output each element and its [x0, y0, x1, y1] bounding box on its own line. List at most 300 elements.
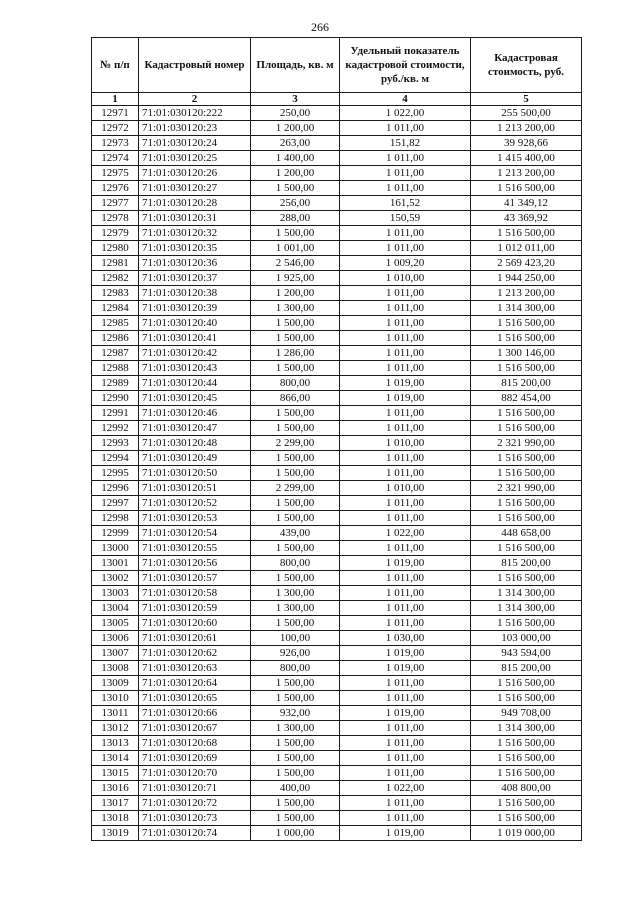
- row-cadastral-value: 1 516 500,00: [471, 751, 582, 766]
- row-unit-value: 1 019,00: [340, 706, 471, 721]
- column-number: 5: [471, 93, 582, 106]
- header-cadastral-number: Кадастровый номер: [139, 38, 251, 93]
- table-row: [92, 436, 582, 451]
- table-body: [92, 93, 582, 841]
- row-unit-value: 1 011,00: [340, 511, 471, 526]
- row-cadastral-value: 1 516 500,00: [471, 316, 582, 331]
- row-unit-value: 1 011,00: [340, 421, 471, 436]
- row-index: 12993: [92, 436, 139, 451]
- row-cadastral-number: 71:01:030120:48: [139, 436, 251, 451]
- row-cadastral-value: 1 516 500,00: [471, 331, 582, 346]
- row-index: 13003: [92, 586, 139, 601]
- table-row: [92, 211, 582, 226]
- table-header-row: [92, 38, 582, 93]
- row-cadastral-number: 71:01:030120:25: [139, 151, 251, 166]
- row-index: 12982: [92, 271, 139, 286]
- row-cadastral-number: 71:01:030120:64: [139, 676, 251, 691]
- row-index: 12995: [92, 466, 139, 481]
- row-cadastral-value: 255 500,00: [471, 106, 582, 121]
- row-cadastral-number: 71:01:030120:47: [139, 421, 251, 436]
- row-index: 13018: [92, 811, 139, 826]
- row-area: 256,00: [251, 196, 340, 211]
- row-cadastral-number: 71:01:030120:56: [139, 556, 251, 571]
- row-cadastral-value: 41 349,12: [471, 196, 582, 211]
- row-area: 1 300,00: [251, 601, 340, 616]
- table-row: [92, 106, 582, 121]
- row-index: 13012: [92, 721, 139, 736]
- table-row: [92, 766, 582, 781]
- row-cadastral-number: 71:01:030120:23: [139, 121, 251, 136]
- row-unit-value: 1 011,00: [340, 466, 471, 481]
- row-index: 12976: [92, 181, 139, 196]
- row-cadastral-value: 1 516 500,00: [471, 691, 582, 706]
- row-cadastral-value: 448 658,00: [471, 526, 582, 541]
- row-index: 12985: [92, 316, 139, 331]
- page-number: 266: [311, 20, 329, 34]
- row-cadastral-number: 71:01:030120:70: [139, 766, 251, 781]
- row-cadastral-number: 71:01:030120:49: [139, 451, 251, 466]
- row-unit-value: 1 011,00: [340, 616, 471, 631]
- row-unit-value: 1 011,00: [340, 676, 471, 691]
- column-number-row: [92, 93, 582, 106]
- table-row: [92, 271, 582, 286]
- row-index: 12972: [92, 121, 139, 136]
- row-unit-value: 1 022,00: [340, 106, 471, 121]
- row-cadastral-value: 1 516 500,00: [471, 226, 582, 241]
- row-area: 1 200,00: [251, 121, 340, 136]
- row-cadastral-number: 71:01:030120:36: [139, 256, 251, 271]
- table-row: [92, 316, 582, 331]
- row-unit-value: 1 011,00: [340, 151, 471, 166]
- row-area: 1 500,00: [251, 751, 340, 766]
- row-unit-value: 1 011,00: [340, 316, 471, 331]
- row-area: 1 500,00: [251, 796, 340, 811]
- row-unit-value: 1 010,00: [340, 271, 471, 286]
- row-cadastral-value: 1 516 500,00: [471, 736, 582, 751]
- row-cadastral-number: 71:01:030120:35: [139, 241, 251, 256]
- row-cadastral-value: 1 516 500,00: [471, 796, 582, 811]
- row-index: 13000: [92, 541, 139, 556]
- row-area: 263,00: [251, 136, 340, 151]
- row-unit-value: 1 011,00: [340, 226, 471, 241]
- row-unit-value: 1 011,00: [340, 496, 471, 511]
- row-index: 13007: [92, 646, 139, 661]
- table-row: [92, 661, 582, 676]
- row-cadastral-value: 103 000,00: [471, 631, 582, 646]
- row-area: 100,00: [251, 631, 340, 646]
- row-unit-value: 1 011,00: [340, 331, 471, 346]
- row-cadastral-number: 71:01:030120:45: [139, 391, 251, 406]
- row-cadastral-value: 39 928,66: [471, 136, 582, 151]
- row-unit-value: 1 011,00: [340, 796, 471, 811]
- row-area: 1 200,00: [251, 286, 340, 301]
- row-index: 13016: [92, 781, 139, 796]
- row-unit-value: 1 011,00: [340, 601, 471, 616]
- table-row: [92, 241, 582, 256]
- row-area: 2 299,00: [251, 436, 340, 451]
- row-unit-value: 1 011,00: [340, 286, 471, 301]
- row-area: 932,00: [251, 706, 340, 721]
- row-cadastral-value: 1 516 500,00: [471, 511, 582, 526]
- row-area: 1 500,00: [251, 736, 340, 751]
- row-unit-value: 1 019,00: [340, 646, 471, 661]
- row-index: 13009: [92, 676, 139, 691]
- row-index: 12988: [92, 361, 139, 376]
- row-area: 1 200,00: [251, 166, 340, 181]
- row-cadastral-value: 1 516 500,00: [471, 181, 582, 196]
- row-cadastral-value: 1 516 500,00: [471, 811, 582, 826]
- table-row: [92, 811, 582, 826]
- row-index: 12980: [92, 241, 139, 256]
- row-cadastral-number: 71:01:030120:59: [139, 601, 251, 616]
- row-area: 1 300,00: [251, 721, 340, 736]
- row-cadastral-number: 71:01:030120:27: [139, 181, 251, 196]
- row-cadastral-value: 1 516 500,00: [471, 676, 582, 691]
- row-cadastral-value: 1 019 000,00: [471, 826, 582, 841]
- cadastral-table: [91, 37, 582, 841]
- table-row: [92, 301, 582, 316]
- row-cadastral-number: 71:01:030120:55: [139, 541, 251, 556]
- row-index: 12996: [92, 481, 139, 496]
- table-row: [92, 421, 582, 436]
- table-row: [92, 721, 582, 736]
- row-index: 12997: [92, 496, 139, 511]
- row-index: 13013: [92, 736, 139, 751]
- row-unit-value: 1 011,00: [340, 571, 471, 586]
- row-area: 1 500,00: [251, 361, 340, 376]
- row-cadastral-number: 71:01:030120:43: [139, 361, 251, 376]
- row-unit-value: 1 011,00: [340, 241, 471, 256]
- column-number: 3: [251, 93, 340, 106]
- row-cadastral-value: 882 454,00: [471, 391, 582, 406]
- table-row: [92, 226, 582, 241]
- table-row: [92, 136, 582, 151]
- row-area: 288,00: [251, 211, 340, 226]
- row-area: 1 500,00: [251, 451, 340, 466]
- row-unit-value: 1 009,20: [340, 256, 471, 271]
- row-area: 1 500,00: [251, 406, 340, 421]
- row-cadastral-number: 71:01:030120:42: [139, 346, 251, 361]
- row-index: 12979: [92, 226, 139, 241]
- row-cadastral-number: 71:01:030120:50: [139, 466, 251, 481]
- row-index: 13019: [92, 826, 139, 841]
- row-unit-value: 1 030,00: [340, 631, 471, 646]
- row-index: 12975: [92, 166, 139, 181]
- table-row: [92, 736, 582, 751]
- row-unit-value: 1 011,00: [340, 451, 471, 466]
- row-area: 1 500,00: [251, 691, 340, 706]
- header-area: Площадь, кв. м: [251, 38, 340, 93]
- row-cadastral-number: 71:01:030120:38: [139, 286, 251, 301]
- row-area: 439,00: [251, 526, 340, 541]
- row-index: 13011: [92, 706, 139, 721]
- row-cadastral-number: 71:01:030120:57: [139, 571, 251, 586]
- row-unit-value: 151,82: [340, 136, 471, 151]
- row-index: 12977: [92, 196, 139, 211]
- row-unit-value: 1 011,00: [340, 751, 471, 766]
- row-unit-value: 1 011,00: [340, 361, 471, 376]
- table-row: [92, 601, 582, 616]
- row-area: 1 400,00: [251, 151, 340, 166]
- row-cadastral-number: 71:01:030120:65: [139, 691, 251, 706]
- row-area: 1 300,00: [251, 301, 340, 316]
- row-index: 12986: [92, 331, 139, 346]
- row-index: 12973: [92, 136, 139, 151]
- row-cadastral-value: 1 012 011,00: [471, 241, 582, 256]
- row-index: 13015: [92, 766, 139, 781]
- table-row: [92, 691, 582, 706]
- row-index: 12990: [92, 391, 139, 406]
- table-row: [92, 541, 582, 556]
- row-cadastral-number: 71:01:030120:44: [139, 376, 251, 391]
- table-row: [92, 196, 582, 211]
- row-cadastral-number: 71:01:030120:52: [139, 496, 251, 511]
- row-area: 1 500,00: [251, 541, 340, 556]
- row-cadastral-number: 71:01:030120:41: [139, 331, 251, 346]
- row-area: 1 300,00: [251, 586, 340, 601]
- row-cadastral-value: 1 213 200,00: [471, 286, 582, 301]
- row-index: 12983: [92, 286, 139, 301]
- row-area: 2 546,00: [251, 256, 340, 271]
- row-cadastral-value: 1 314 300,00: [471, 721, 582, 736]
- row-cadastral-number: 71:01:030120:31: [139, 211, 251, 226]
- row-unit-value: 1 019,00: [340, 391, 471, 406]
- row-unit-value: 1 011,00: [340, 811, 471, 826]
- row-cadastral-number: 71:01:030120:66: [139, 706, 251, 721]
- row-unit-value: 1 022,00: [340, 526, 471, 541]
- row-unit-value: 1 019,00: [340, 556, 471, 571]
- row-area: 1 500,00: [251, 496, 340, 511]
- table-row: [92, 391, 582, 406]
- row-index: 13001: [92, 556, 139, 571]
- row-cadastral-number: 71:01:030120:26: [139, 166, 251, 181]
- row-cadastral-number: 71:01:030120:40: [139, 316, 251, 331]
- row-unit-value: 1 019,00: [340, 661, 471, 676]
- row-cadastral-number: 71:01:030120:46: [139, 406, 251, 421]
- row-cadastral-value: 1 516 500,00: [471, 766, 582, 781]
- row-area: 1 500,00: [251, 181, 340, 196]
- row-area: 1 286,00: [251, 346, 340, 361]
- row-cadastral-value: 1 314 300,00: [471, 301, 582, 316]
- row-area: 1 000,00: [251, 826, 340, 841]
- row-unit-value: 1 011,00: [340, 181, 471, 196]
- table-row: [92, 151, 582, 166]
- row-unit-value: 1 011,00: [340, 766, 471, 781]
- row-cadastral-number: 71:01:030120:63: [139, 661, 251, 676]
- row-index: 12984: [92, 301, 139, 316]
- row-index: 12974: [92, 151, 139, 166]
- row-cadastral-number: 71:01:030120:58: [139, 586, 251, 601]
- row-cadastral-value: 1 300 146,00: [471, 346, 582, 361]
- row-unit-value: 1 011,00: [340, 691, 471, 706]
- row-index: 13002: [92, 571, 139, 586]
- row-cadastral-number: 71:01:030120:61: [139, 631, 251, 646]
- row-cadastral-number: 71:01:030120:54: [139, 526, 251, 541]
- column-number: 2: [139, 93, 251, 106]
- row-area: 250,00: [251, 106, 340, 121]
- row-unit-value: 1 011,00: [340, 586, 471, 601]
- table-row: [92, 751, 582, 766]
- row-cadastral-value: 943 594,00: [471, 646, 582, 661]
- row-cadastral-number: 71:01:030120:32: [139, 226, 251, 241]
- table-row: [92, 796, 582, 811]
- row-area: 1 500,00: [251, 331, 340, 346]
- table-row: [92, 121, 582, 136]
- row-index: 12998: [92, 511, 139, 526]
- row-cadastral-number: 71:01:030120:74: [139, 826, 251, 841]
- row-cadastral-value: 1 516 500,00: [471, 466, 582, 481]
- row-area: 1 500,00: [251, 811, 340, 826]
- row-unit-value: 1 011,00: [340, 541, 471, 556]
- table-row: [92, 346, 582, 361]
- row-index: 12971: [92, 106, 139, 121]
- row-unit-value: 161,52: [340, 196, 471, 211]
- row-cadastral-value: 1 516 500,00: [471, 541, 582, 556]
- row-cadastral-value: 1 516 500,00: [471, 496, 582, 511]
- row-cadastral-value: 1 516 500,00: [471, 616, 582, 631]
- table-row: [92, 451, 582, 466]
- row-area: 800,00: [251, 556, 340, 571]
- row-index: 13004: [92, 601, 139, 616]
- row-index: 12978: [92, 211, 139, 226]
- header-cadastral-value: Кадастровая стоимость, руб.: [471, 38, 582, 93]
- row-cadastral-number: 71:01:030120:51: [139, 481, 251, 496]
- row-area: 800,00: [251, 376, 340, 391]
- row-cadastral-number: 71:01:030120:37: [139, 271, 251, 286]
- table-row: [92, 706, 582, 721]
- table-row: [92, 481, 582, 496]
- row-index: 13005: [92, 616, 139, 631]
- row-area: 1 500,00: [251, 226, 340, 241]
- row-cadastral-number: 71:01:030120:73: [139, 811, 251, 826]
- row-area: 1 001,00: [251, 241, 340, 256]
- row-area: 1 500,00: [251, 316, 340, 331]
- table-row: [92, 331, 582, 346]
- row-area: 1 500,00: [251, 766, 340, 781]
- row-index: 13008: [92, 661, 139, 676]
- row-unit-value: 1 011,00: [340, 166, 471, 181]
- row-cadastral-number: 71:01:030120:69: [139, 751, 251, 766]
- row-cadastral-value: 2 321 990,00: [471, 481, 582, 496]
- row-index: 12981: [92, 256, 139, 271]
- row-cadastral-number: 71:01:030120:222: [139, 106, 251, 121]
- table-row: [92, 781, 582, 796]
- table-row: [92, 466, 582, 481]
- row-cadastral-value: 1 314 300,00: [471, 586, 582, 601]
- row-cadastral-value: 1 314 300,00: [471, 601, 582, 616]
- row-index: 13014: [92, 751, 139, 766]
- row-index: 13010: [92, 691, 139, 706]
- column-number: 4: [340, 93, 471, 106]
- column-number: 1: [92, 93, 139, 106]
- row-cadastral-value: 815 200,00: [471, 556, 582, 571]
- row-cadastral-number: 71:01:030120:39: [139, 301, 251, 316]
- row-index: 12994: [92, 451, 139, 466]
- table-row: [92, 166, 582, 181]
- row-area: 1 925,00: [251, 271, 340, 286]
- table-row: [92, 586, 582, 601]
- table-row: [92, 406, 582, 421]
- row-area: 1 500,00: [251, 616, 340, 631]
- table-row: [92, 376, 582, 391]
- table-row: [92, 496, 582, 511]
- table-row: [92, 631, 582, 646]
- table-row: [92, 826, 582, 841]
- row-cadastral-value: 408 800,00: [471, 781, 582, 796]
- table-row: [92, 556, 582, 571]
- row-cadastral-number: 71:01:030120:28: [139, 196, 251, 211]
- row-cadastral-value: 1 516 500,00: [471, 451, 582, 466]
- row-index: 13006: [92, 631, 139, 646]
- row-cadastral-value: 1 213 200,00: [471, 121, 582, 136]
- row-unit-value: 1 010,00: [340, 481, 471, 496]
- row-index: 12987: [92, 346, 139, 361]
- row-index: 12999: [92, 526, 139, 541]
- row-index: 12989: [92, 376, 139, 391]
- row-cadastral-number: 71:01:030120:71: [139, 781, 251, 796]
- row-cadastral-value: 1 213 200,00: [471, 166, 582, 181]
- table-row: [92, 676, 582, 691]
- table-row: [92, 511, 582, 526]
- table-row: [92, 646, 582, 661]
- row-unit-value: 1 011,00: [340, 346, 471, 361]
- row-unit-value: 1 011,00: [340, 301, 471, 316]
- row-unit-value: 150,59: [340, 211, 471, 226]
- row-area: 1 500,00: [251, 571, 340, 586]
- row-cadastral-number: 71:01:030120:24: [139, 136, 251, 151]
- row-unit-value: 1 011,00: [340, 736, 471, 751]
- row-cadastral-number: 71:01:030120:53: [139, 511, 251, 526]
- row-area: 866,00: [251, 391, 340, 406]
- row-unit-value: 1 019,00: [340, 826, 471, 841]
- row-cadastral-value: 1 516 500,00: [471, 571, 582, 586]
- row-cadastral-number: 71:01:030120:62: [139, 646, 251, 661]
- table-row: [92, 526, 582, 541]
- row-unit-value: 1 011,00: [340, 121, 471, 136]
- row-cadastral-number: 71:01:030120:67: [139, 721, 251, 736]
- row-cadastral-value: 815 200,00: [471, 376, 582, 391]
- row-cadastral-value: 1 415 400,00: [471, 151, 582, 166]
- table-row: [92, 286, 582, 301]
- row-area: 926,00: [251, 646, 340, 661]
- row-index: 12992: [92, 421, 139, 436]
- row-cadastral-value: 1 944 250,00: [471, 271, 582, 286]
- row-area: 2 299,00: [251, 481, 340, 496]
- row-area: 1 500,00: [251, 466, 340, 481]
- row-cadastral-number: 71:01:030120:68: [139, 736, 251, 751]
- table-row: [92, 616, 582, 631]
- row-area: 400,00: [251, 781, 340, 796]
- row-cadastral-value: 815 200,00: [471, 661, 582, 676]
- row-cadastral-value: 949 708,00: [471, 706, 582, 721]
- row-index: 12991: [92, 406, 139, 421]
- row-cadastral-value: 43 369,92: [471, 211, 582, 226]
- row-cadastral-number: 71:01:030120:60: [139, 616, 251, 631]
- row-area: 800,00: [251, 661, 340, 676]
- table-row: [92, 571, 582, 586]
- row-unit-value: 1 019,00: [340, 376, 471, 391]
- row-area: 1 500,00: [251, 511, 340, 526]
- table-row: [92, 256, 582, 271]
- table-row: [92, 181, 582, 196]
- row-cadastral-number: 71:01:030120:72: [139, 796, 251, 811]
- row-unit-value: 1 011,00: [340, 721, 471, 736]
- row-area: 1 500,00: [251, 676, 340, 691]
- row-cadastral-value: 2 321 990,00: [471, 436, 582, 451]
- row-area: 1 500,00: [251, 421, 340, 436]
- header-unit-value: Удельный показатель кадастровой стоимости, руб./кв. м: [340, 38, 471, 93]
- table-row: [92, 361, 582, 376]
